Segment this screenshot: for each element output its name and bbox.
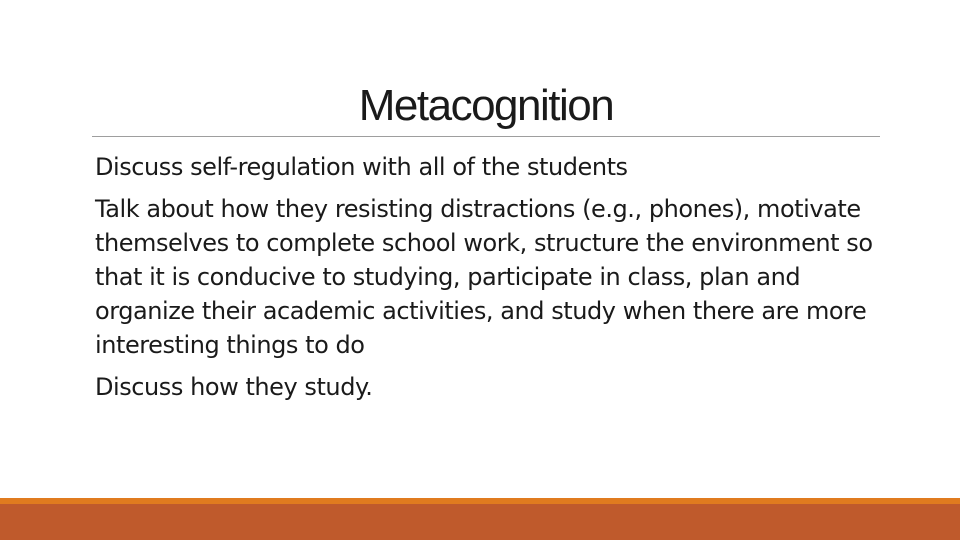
footer-band [0,504,960,540]
bullet-item: Talk about how they resisting distractions (e.g., phones), motivate themselves to complete school work, structure the environment so that it is conducive to studying, participate in class, plan and organize their academic activities, and study when there are more interesting things to do [95,195,873,359]
bullet-item: Discuss self-regulation with all of the students [95,153,628,181]
slide-body [95,150,885,404]
title-divider [92,136,880,137]
bullet-item: Discuss how they study. [95,373,373,401]
slide-title: Metacognition [358,81,614,130]
